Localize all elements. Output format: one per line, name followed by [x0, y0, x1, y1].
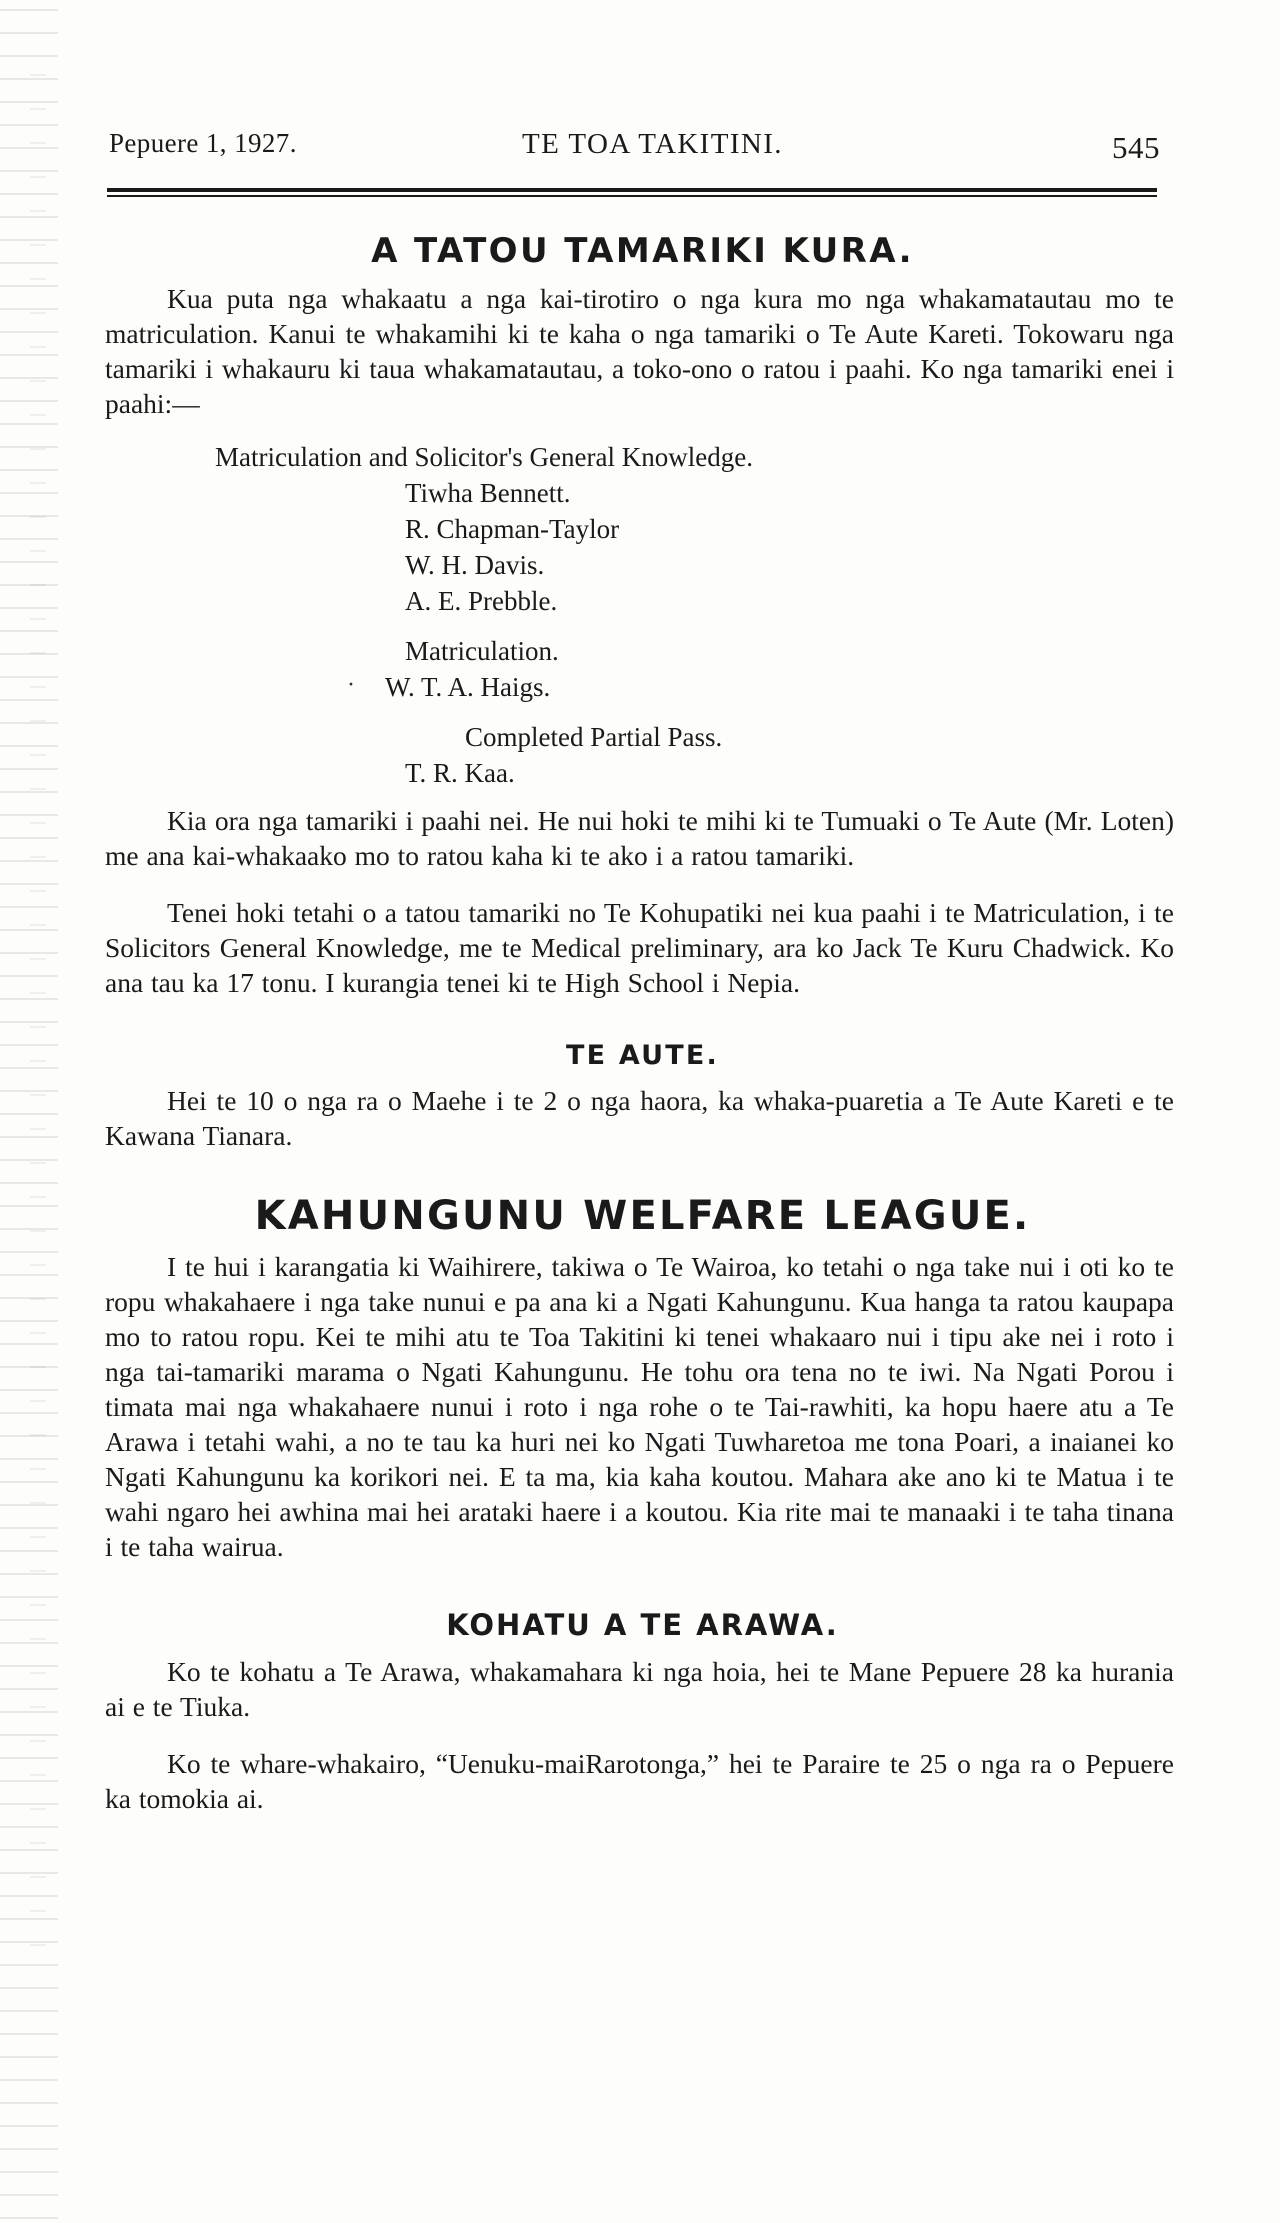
paragraph-kohatu-2: Ko te whare-whakairo, “Uenuku-maiRarotonga,” hei te Paraire te 25 o nga ra o Pepuere ka tomokia ai.: [105, 1748, 1174, 1814]
header-rule: [107, 188, 1157, 197]
issue-date: Pepuere 1, 1927.: [109, 128, 297, 158]
result-name: R. Chapman-Taylor: [405, 514, 620, 544]
result-name: W. H. Davis.: [405, 550, 545, 580]
result-name: · W. T. A. Haigs.: [385, 669, 1180, 705]
paragraph-kahungunu: I te hui i karangatia ki Waihirere, takiwa o Te Wairoa, ko tetahi o nga take nui i oti ko te ropu whakahaere i nga take nunui e pa ana ki a Ngati Kahungunu. Kua hanga ta ratou kaupapa mo to ratou ropu. Kei te mihi atu te Toa Takitini ki tenei whakaaro nui i tipu ake nei i roto i nga tai-tamariki marama o Ngati Kahungunu. He tohu ora tena no te iwi. Na Ngati Porou i timata mai nga whakahaere nunui i roto i nga rohe o te Tai-rawhiti, ka hopu haere atu a Te Arawa i tetahi wahi, a no te tau ka huri nei ko Ngati Tuwharetoa me tona Poari, a inaianei ko Ngati Kahungunu ka korikori nei. E ta ma, kia kaha koutou. Mahara ake ano ki te Matua i te wahi ngaro hei awhina mai hei arataki haere i a koutou. Kia rite mai te manaaki i te taha tinana i te taha wairua.: [105, 1251, 1174, 1562]
page-number: 545: [1112, 130, 1160, 165]
paragraph-kia-ora: Kia ora nga tamariki i paahi nei. He nui hoki te mihi ki te Tumuaki o Te Aute (Mr. Loten) me ana kai-whakaako mo to ratou kaha ki te ako i a ratou tamariki.: [105, 805, 1174, 871]
section-title-kahungunu-welfare-league: KAHUNGUNU WELFARE LEAGUE.: [254, 1193, 1031, 1239]
scan-edge-artifact: [0, 0, 58, 2223]
scan-edge-artifact-secondary: [30, 60, 46, 1960]
result-category-2: Matriculation.: [405, 636, 559, 666]
page-content: [105, 0, 1180, 1820]
section-title-te-aute: TE AUTE.: [566, 1040, 719, 1071]
paragraph-chadwick: Tenei hoki tetahi o a tatou tamariki no Te Kohupatiki nei kua paahi i te Matriculation, i te Solicitors General Knowledge, me te Medical preliminary, ara ko Jack Te Kuru Chadwick. Ko ana tau ka 17 tonu. I kurangia tenei ki te High School i Nepia.: [105, 897, 1174, 998]
paragraph-te-aute: Hei te 10 o nga ra o Maehe i te 2 o nga haora, ka whaka-puaretia a Te Aute Kareti e te Kawana Tianara.: [105, 1085, 1174, 1151]
result-category-1: Matriculation and Solicitor's General Knowledge.: [215, 442, 753, 472]
result-name: A. E. Prebble.: [405, 586, 558, 616]
paragraph-kohatu-1: Ko te kohatu a Te Arawa, whakamahara ki nga hoia, hei te Mane Pepuere 28 ka hurania ai e te Tiuka.: [105, 1656, 1174, 1722]
results-list: [105, 439, 1180, 791]
publication-title: TE TOA TAKITINI.: [522, 128, 783, 160]
section-title-kohatu-a-te-arawa: KOHATU A TE ARAWA.: [446, 1608, 839, 1642]
result-name: Tiwha Bennett.: [405, 478, 571, 508]
result-category-3: Completed Partial Pass.: [465, 722, 723, 752]
result-name: T. R. Kaa.: [405, 758, 515, 788]
running-head: [105, 128, 1180, 184]
section-title-tamariki-kura: A TATOU TAMARIKI KURA.: [371, 231, 914, 271]
paragraph-tamariki-intro: Kua puta nga whakaatu a nga kai-tirotiro o nga kura mo nga whakamatautau mo te matriculation. Kanui te whakamihi ki te kaha o nga tamariki o Te Aute Kareti. Tokowaru nga tamariki i whakauru ki taua whakamatautau, a toko-ono o ratou i paahi. Ko nga tamariki enei i paahi:—: [105, 283, 1174, 419]
